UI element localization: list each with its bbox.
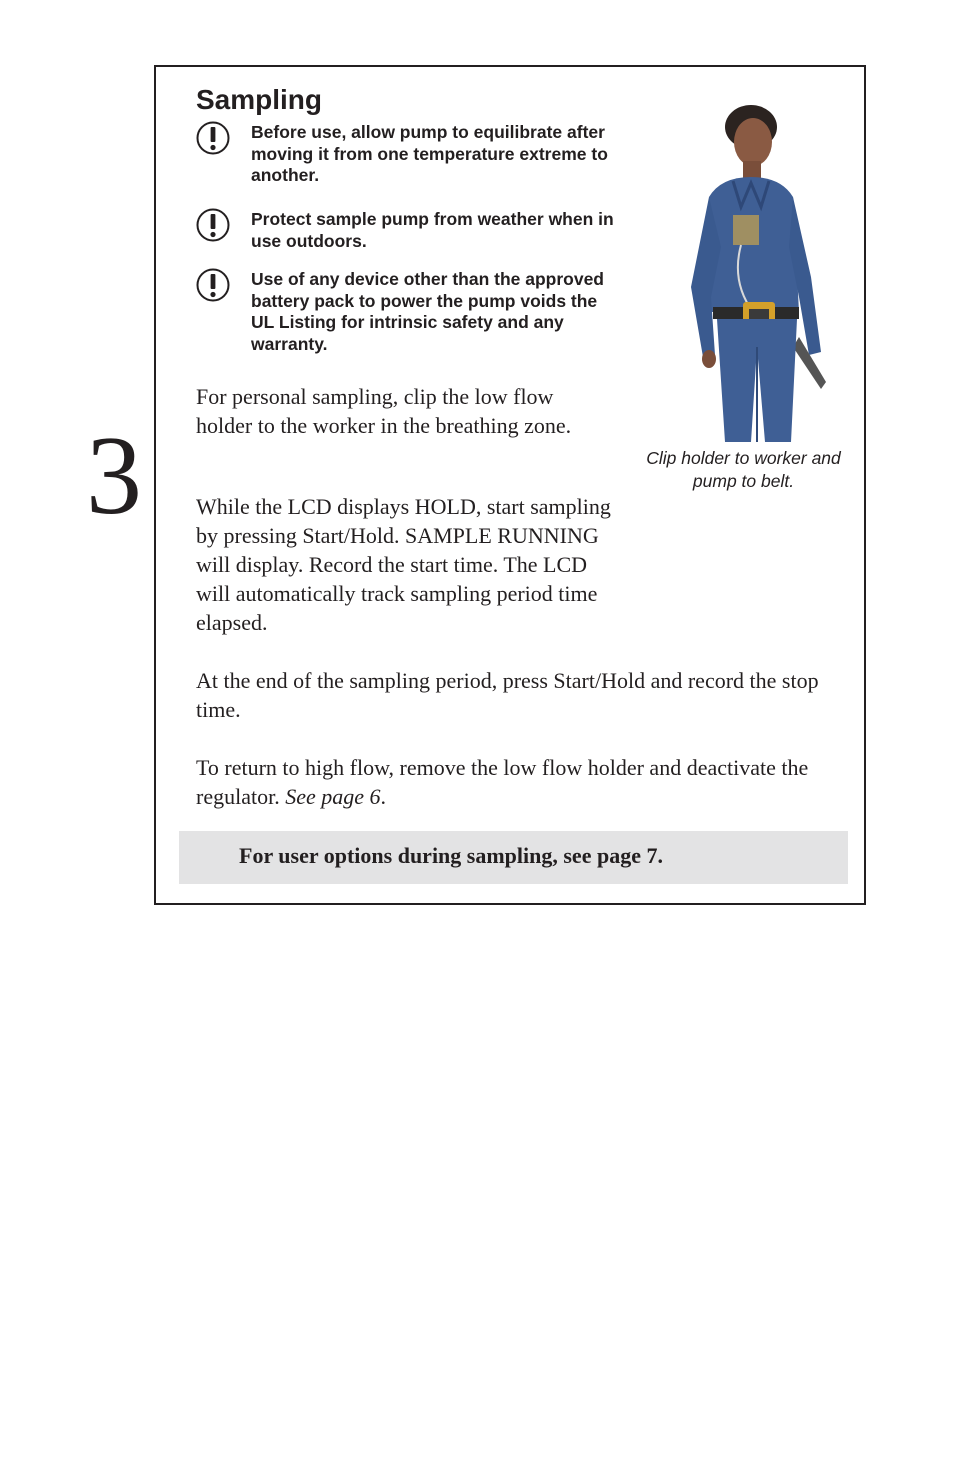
exclamation-circle-icon: [196, 208, 230, 242]
paragraph-start-sampling: While the LCD displays HOLD, start sampling by pressing Start/Hold. SAMPLE RUNNING will display. Record the start time. The LCD will automatically track sampling period time elapsed.: [196, 494, 611, 635]
section-title: Sampling: [196, 84, 323, 115]
worker-with-pump-photo: [681, 97, 831, 442]
paragraph-text: To return to high flow, remove the low flow holder and deactivate the regulator.: [196, 755, 809, 809]
paragraph-return-high-flow: [196, 753, 826, 811]
page-reference-link[interactable]: See page 6: [285, 784, 381, 809]
paragraph-personal-sampling: For personal sampling, clip the low flow holder to the worker in the breathing zone.: [196, 384, 572, 438]
note-text: For user options during sampling, see page 7.: [239, 843, 663, 868]
paragraph-end-sampling: At the end of the sampling period, press Start/Hold and record the stop time.: [196, 668, 819, 722]
paragraph-tail: .: [380, 784, 386, 809]
note-callout: [179, 831, 848, 884]
chapter-number: 3: [86, 414, 142, 538]
exclamation-circle-icon: [196, 268, 230, 302]
exclamation-circle-icon: [196, 121, 230, 155]
figure-caption: Clip holder to worker and pump to belt.: [646, 448, 841, 491]
sampling-section-frame: [154, 65, 866, 905]
caution-text: Protect sample pump from weather when in use outdoors.: [251, 209, 614, 251]
caution-text: Before use, allow pump to equilibrate after moving it from one temperature extreme to another.: [251, 122, 608, 185]
caution-text: Use of any device other than the approved battery pack to power the pump voids the UL Listing for intrinsic safety and any warranty.: [251, 269, 604, 354]
